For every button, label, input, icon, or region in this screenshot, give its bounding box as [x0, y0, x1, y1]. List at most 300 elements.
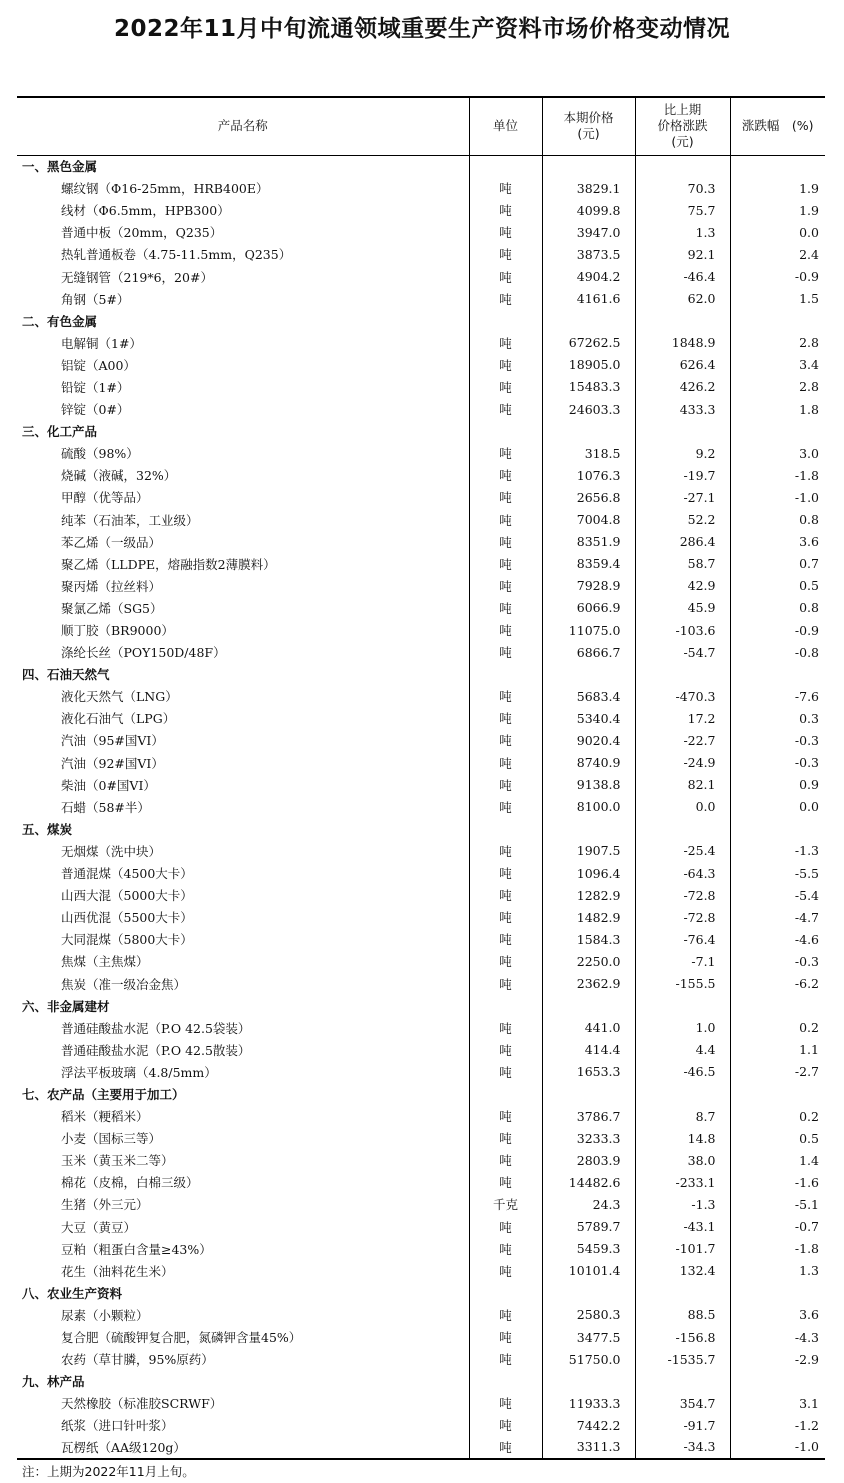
price-cell: 6866.7	[542, 641, 635, 663]
change-cell: -27.1	[635, 486, 730, 508]
product-name-cell: 普通硅酸盐水泥（P.O 42.5散装）	[61, 1042, 251, 1058]
price-cell: 8740.9	[542, 752, 635, 774]
change-cell: -25.4	[635, 840, 730, 862]
product-name-cell: 石蜡（58#半）	[61, 799, 150, 815]
change-cell: 88.5	[635, 1304, 730, 1326]
header-current-price-line: 本期价格	[563, 110, 614, 126]
unit-cell	[469, 155, 542, 177]
table-row	[17, 796, 825, 818]
price-cell: 24603.3	[542, 398, 635, 420]
unit-cell: 吨	[469, 177, 542, 199]
unit-cell: 吨	[469, 553, 542, 575]
product-name-cell: 热轧普通板卷（4.75-11.5mm，Q235）	[61, 247, 292, 263]
percent-cell: 0.9	[730, 774, 825, 796]
percent-cell: -1.0	[730, 1436, 825, 1458]
change-cell: -103.6	[635, 619, 730, 641]
table-row	[17, 1436, 825, 1458]
price-cell: 3477.5	[542, 1326, 635, 1348]
unit-cell: 吨	[469, 1392, 542, 1414]
table-row	[17, 575, 825, 597]
header-price-change-line: 价格涨跌	[657, 118, 708, 134]
table-row	[17, 884, 825, 906]
price-cell	[542, 818, 635, 840]
unit-cell: 吨	[469, 619, 542, 641]
change-cell	[635, 1370, 730, 1392]
table-row	[17, 752, 825, 774]
table-row	[17, 597, 825, 619]
price-cell	[542, 420, 635, 442]
table-row	[17, 1238, 825, 1260]
category-name-cell: 六、非金属建材	[22, 998, 110, 1014]
table-row	[17, 1149, 825, 1171]
price-cell: 1282.9	[542, 884, 635, 906]
product-name-cell: 聚丙烯（拉丝料）	[61, 578, 162, 594]
unit-cell: 吨	[469, 288, 542, 310]
percent-cell: 3.6	[730, 531, 825, 553]
table-row	[17, 464, 825, 486]
table-row	[17, 221, 825, 243]
unit-cell: 吨	[469, 950, 542, 972]
price-cell: 1482.9	[542, 906, 635, 928]
unit-cell: 吨	[469, 332, 542, 354]
unit-cell	[469, 818, 542, 840]
table-row	[17, 729, 825, 751]
percent-cell: 1.9	[730, 177, 825, 199]
price-cell: 5459.3	[542, 1238, 635, 1260]
percent-cell: -0.8	[730, 641, 825, 663]
unit-cell: 吨	[469, 575, 542, 597]
product-name-cell: 普通硅酸盐水泥（P.O 42.5袋装）	[61, 1020, 251, 1036]
percent-cell: 0.2	[730, 1017, 825, 1039]
unit-cell: 吨	[469, 1260, 542, 1282]
change-cell: 82.1	[635, 774, 730, 796]
change-cell: -101.7	[635, 1238, 730, 1260]
category-row	[17, 155, 825, 177]
table-body	[17, 155, 825, 1459]
header-price-change-line: (元)	[671, 134, 694, 150]
table-row	[17, 641, 825, 663]
unit-cell: 吨	[469, 906, 542, 928]
change-cell: -43.1	[635, 1216, 730, 1238]
unit-cell: 吨	[469, 1039, 542, 1061]
unit-cell: 吨	[469, 1105, 542, 1127]
change-cell: -34.3	[635, 1436, 730, 1458]
product-name-cell: 生猪（外三元）	[61, 1197, 149, 1213]
percent-cell: 3.6	[730, 1304, 825, 1326]
product-name-cell: 锌锭（0#）	[61, 402, 130, 418]
product-name-cell: 山西优混（5500大卡）	[61, 910, 193, 926]
unit-cell: 吨	[469, 354, 542, 376]
unit-cell: 吨	[469, 199, 542, 221]
product-name-cell: 烧碱（液碱，32%）	[61, 468, 177, 484]
table-row	[17, 531, 825, 553]
unit-cell: 吨	[469, 597, 542, 619]
price-cell: 7928.9	[542, 575, 635, 597]
percent-cell: -0.3	[730, 752, 825, 774]
percent-cell	[730, 155, 825, 177]
header-product-name: 产品名称	[17, 97, 469, 155]
percent-cell: -4.7	[730, 906, 825, 928]
unit-cell: 吨	[469, 707, 542, 729]
table-row	[17, 243, 825, 265]
change-cell: -76.4	[635, 928, 730, 950]
unit-cell: 吨	[469, 1326, 542, 1348]
product-name-cell: 苯乙烯（一级品）	[61, 534, 162, 550]
unit-cell: 吨	[469, 972, 542, 994]
change-cell: -46.5	[635, 1061, 730, 1083]
unit-cell: 吨	[469, 774, 542, 796]
unit-cell: 吨	[469, 928, 542, 950]
product-name-cell: 棉花（皮棉，白棉三级）	[61, 1175, 199, 1191]
change-cell: 45.9	[635, 597, 730, 619]
table-row	[17, 1304, 825, 1326]
change-cell	[635, 663, 730, 685]
table-row	[17, 1039, 825, 1061]
table-row	[17, 354, 825, 376]
product-name-cell: 铝锭（A00）	[61, 357, 136, 373]
table-row	[17, 1171, 825, 1193]
product-name-cell: 大豆（黄豆）	[61, 1219, 137, 1235]
unit-cell: 吨	[469, 509, 542, 531]
product-name-cell: 聚乙烯（LLDPE，熔融指数2薄膜料）	[61, 556, 276, 572]
unit-cell: 吨	[469, 1149, 542, 1171]
header-price-change-line: 比上期	[663, 102, 702, 118]
percent-cell: -0.9	[730, 619, 825, 641]
table-row	[17, 1105, 825, 1127]
percent-cell: 3.1	[730, 1392, 825, 1414]
category-row	[17, 995, 825, 1017]
table-row	[17, 1326, 825, 1348]
product-name-cell: 甲醇（优等品）	[61, 490, 149, 506]
percent-cell: 0.0	[730, 796, 825, 818]
price-cell: 1907.5	[542, 840, 635, 862]
table-row	[17, 1017, 825, 1039]
percent-cell: -1.3	[730, 840, 825, 862]
unit-cell: 吨	[469, 641, 542, 663]
price-cell: 8351.9	[542, 531, 635, 553]
percent-cell: -0.3	[730, 729, 825, 751]
category-name-cell: 七、农产品（主要用于加工）	[22, 1086, 185, 1102]
category-name-cell: 四、石油天然气	[22, 667, 110, 683]
price-cell: 2362.9	[542, 972, 635, 994]
change-cell: 17.2	[635, 707, 730, 729]
change-cell: 70.3	[635, 177, 730, 199]
change-cell	[635, 155, 730, 177]
table-row	[17, 1216, 825, 1238]
change-cell: 286.4	[635, 531, 730, 553]
percent-cell: 1.4	[730, 1149, 825, 1171]
product-name-cell: 山西大混（5000大卡）	[61, 888, 193, 904]
price-cell: 7004.8	[542, 509, 635, 531]
unit-cell: 吨	[469, 752, 542, 774]
change-cell: -22.7	[635, 729, 730, 751]
price-cell	[542, 1282, 635, 1304]
percent-cell	[730, 420, 825, 442]
change-cell	[635, 1282, 730, 1304]
unit-cell: 吨	[469, 376, 542, 398]
change-cell: 426.2	[635, 376, 730, 398]
table-row	[17, 1260, 825, 1282]
percent-cell: -7.6	[730, 685, 825, 707]
price-cell: 5683.4	[542, 685, 635, 707]
percent-cell: 0.5	[730, 575, 825, 597]
change-cell: -46.4	[635, 265, 730, 287]
price-cell: 4161.6	[542, 288, 635, 310]
percent-cell	[730, 1282, 825, 1304]
table-row	[17, 398, 825, 420]
product-name-cell: 液化石油气（LPG）	[61, 711, 176, 727]
table-row	[17, 177, 825, 199]
product-name-cell: 普通中板（20mm，Q235）	[61, 225, 223, 241]
price-cell: 2803.9	[542, 1149, 635, 1171]
percent-cell: -1.6	[730, 1171, 825, 1193]
percent-cell: -1.0	[730, 486, 825, 508]
price-cell: 9138.8	[542, 774, 635, 796]
percent-cell	[730, 818, 825, 840]
table-row	[17, 774, 825, 796]
percent-cell: -4.6	[730, 928, 825, 950]
table-row	[17, 1348, 825, 1370]
change-cell	[635, 420, 730, 442]
change-cell: 52.2	[635, 509, 730, 531]
price-cell: 14482.6	[542, 1171, 635, 1193]
percent-cell: 0.8	[730, 597, 825, 619]
unit-cell: 吨	[469, 243, 542, 265]
unit-cell: 吨	[469, 1304, 542, 1326]
unit-cell	[469, 1370, 542, 1392]
unit-cell: 吨	[469, 398, 542, 420]
price-cell: 7442.2	[542, 1414, 635, 1436]
product-name-cell: 纯苯（石油苯，工业级）	[61, 512, 199, 528]
category-row	[17, 663, 825, 685]
change-cell: 1.0	[635, 1017, 730, 1039]
category-name-cell: 五、煤炭	[22, 821, 73, 837]
table-row	[17, 685, 825, 707]
product-name-cell: 顺丁胶（BR9000）	[61, 623, 174, 639]
change-cell	[635, 995, 730, 1017]
change-cell: 433.3	[635, 398, 730, 420]
table-row	[17, 509, 825, 531]
table-row	[17, 288, 825, 310]
price-cell: 2250.0	[542, 950, 635, 972]
product-name-cell: 电解铜（1#）	[61, 335, 142, 351]
table-row	[17, 1414, 825, 1436]
category-row	[17, 1083, 825, 1105]
percent-cell: -2.7	[730, 1061, 825, 1083]
price-cell	[542, 155, 635, 177]
unit-cell: 吨	[469, 884, 542, 906]
table-row	[17, 442, 825, 464]
percent-cell: 0.7	[730, 553, 825, 575]
product-name-cell: 稻米（粳稻米）	[61, 1109, 149, 1125]
product-name-cell: 汽油（92#国VI）	[61, 755, 164, 771]
product-name-cell: 焦炭（准一级冶金焦）	[61, 976, 187, 992]
price-cell: 8100.0	[542, 796, 635, 818]
product-name-cell: 硫酸（98%）	[61, 446, 139, 462]
percent-cell: -1.8	[730, 464, 825, 486]
unit-cell: 吨	[469, 1216, 542, 1238]
header-price-change	[635, 97, 730, 155]
change-cell: 14.8	[635, 1127, 730, 1149]
change-cell: -54.7	[635, 641, 730, 663]
percent-cell: 2.4	[730, 243, 825, 265]
price-cell: 51750.0	[542, 1348, 635, 1370]
table-row	[17, 376, 825, 398]
footnote: 注：上期为2022年11月上旬。	[22, 1464, 195, 1479]
table-row	[17, 486, 825, 508]
change-cell: 0.0	[635, 796, 730, 818]
price-cell: 3873.5	[542, 243, 635, 265]
price-cell: 24.3	[542, 1193, 635, 1215]
change-cell	[635, 310, 730, 332]
change-cell: 1.3	[635, 221, 730, 243]
table-row	[17, 199, 825, 221]
percent-cell	[730, 1370, 825, 1392]
change-cell: 626.4	[635, 354, 730, 376]
percent-cell: 2.8	[730, 376, 825, 398]
price-cell: 15483.3	[542, 376, 635, 398]
change-cell: 8.7	[635, 1105, 730, 1127]
change-cell: 58.7	[635, 553, 730, 575]
category-name-cell: 一、黑色金属	[22, 159, 98, 175]
price-cell: 18905.0	[542, 354, 635, 376]
price-cell: 3947.0	[542, 221, 635, 243]
price-cell: 2580.3	[542, 1304, 635, 1326]
price-cell: 1076.3	[542, 464, 635, 486]
table-row	[17, 1127, 825, 1149]
page-title: 2022年11月中旬流通领域重要生产资料市场价格变动情况	[113, 16, 731, 42]
product-name-cell: 铅锭（1#）	[61, 379, 130, 395]
price-cell: 3829.1	[542, 177, 635, 199]
change-cell: 132.4	[635, 1260, 730, 1282]
change-cell: -19.7	[635, 464, 730, 486]
change-cell: -91.7	[635, 1414, 730, 1436]
change-cell: 62.0	[635, 288, 730, 310]
percent-cell	[730, 663, 825, 685]
category-name-cell: 九、林产品	[22, 1374, 85, 1390]
change-cell: -155.5	[635, 972, 730, 994]
percent-cell: -5.4	[730, 884, 825, 906]
unit-cell	[469, 1282, 542, 1304]
category-name-cell: 三、化工产品	[22, 424, 98, 440]
price-cell: 67262.5	[542, 332, 635, 354]
change-cell: 92.1	[635, 243, 730, 265]
price-cell: 4099.8	[542, 199, 635, 221]
percent-cell	[730, 995, 825, 1017]
product-name-cell: 柴油（0#国VI）	[61, 777, 156, 793]
product-name-cell: 小麦（国标三等）	[61, 1131, 162, 1147]
change-cell: -156.8	[635, 1326, 730, 1348]
product-name-cell: 无烟煤（洗中块）	[61, 843, 162, 859]
unit-cell	[469, 310, 542, 332]
table-row	[17, 619, 825, 641]
product-name-cell: 线材（Φ6.5mm，HPB300）	[61, 203, 230, 219]
price-cell: 5340.4	[542, 707, 635, 729]
product-name-cell: 农药（草甘膦，95%原药）	[61, 1352, 214, 1368]
product-name-cell: 纸浆（进口针叶浆）	[61, 1418, 174, 1434]
product-name-cell: 螺纹钢（Φ16-25mm，HRB400E）	[61, 181, 269, 197]
product-name-cell: 无缝钢管（219*6，20#）	[61, 269, 213, 285]
product-name-cell: 汽油（95#国VI）	[61, 733, 164, 749]
table-row	[17, 862, 825, 884]
change-cell: 354.7	[635, 1392, 730, 1414]
change-cell: 38.0	[635, 1149, 730, 1171]
percent-cell: -0.7	[730, 1216, 825, 1238]
percent-cell: 0.8	[730, 509, 825, 531]
unit-cell: 吨	[469, 840, 542, 862]
percent-cell: 3.4	[730, 354, 825, 376]
table-row	[17, 332, 825, 354]
price-cell: 11933.3	[542, 1392, 635, 1414]
change-cell: 4.4	[635, 1039, 730, 1061]
table-row	[17, 1193, 825, 1215]
unit-cell: 吨	[469, 1061, 542, 1083]
unit-cell: 吨	[469, 464, 542, 486]
price-cell	[542, 1370, 635, 1392]
change-cell: -64.3	[635, 862, 730, 884]
price-cell: 2656.8	[542, 486, 635, 508]
percent-cell: 1.1	[730, 1039, 825, 1061]
unit-cell: 吨	[469, 1436, 542, 1458]
unit-cell: 吨	[469, 531, 542, 553]
price-cell: 3311.3	[542, 1436, 635, 1458]
unit-cell: 吨	[469, 1017, 542, 1039]
change-cell: -7.1	[635, 950, 730, 972]
table-row	[17, 950, 825, 972]
category-row	[17, 1282, 825, 1304]
product-name-cell: 瓦楞纸（AA级120g）	[17, 1436, 469, 1458]
price-cell: 1096.4	[542, 862, 635, 884]
percent-cell: 0.0	[730, 221, 825, 243]
price-cell: 3786.7	[542, 1105, 635, 1127]
change-cell	[635, 818, 730, 840]
change-cell: 75.7	[635, 199, 730, 221]
percent-cell: 0.5	[730, 1127, 825, 1149]
unit-cell	[469, 995, 542, 1017]
table-row	[17, 840, 825, 862]
percent-cell	[730, 1083, 825, 1105]
product-name-cell: 豆粕（粗蛋白含量≥43%）	[61, 1241, 212, 1257]
change-cell: -24.9	[635, 752, 730, 774]
unit-cell: 吨	[469, 1171, 542, 1193]
product-name-cell: 大同混煤（5800大卡）	[61, 932, 193, 948]
change-cell: 9.2	[635, 442, 730, 464]
product-name-cell: 浮法平板玻璃（4.8/5mm）	[61, 1064, 217, 1080]
price-cell: 1653.3	[542, 1061, 635, 1083]
percent-cell: 2.8	[730, 332, 825, 354]
change-cell: -72.8	[635, 884, 730, 906]
price-cell: 4904.2	[542, 265, 635, 287]
price-cell: 318.5	[542, 442, 635, 464]
change-cell: 1848.9	[635, 332, 730, 354]
table-row	[17, 928, 825, 950]
product-name-cell: 玉米（黄玉米二等）	[61, 1153, 174, 1169]
change-cell: -1535.7	[635, 1348, 730, 1370]
category-name-cell: 二、有色金属	[22, 313, 98, 329]
category-row	[17, 420, 825, 442]
product-name-cell: 液化天然气（LNG）	[61, 689, 178, 705]
price-cell: 441.0	[542, 1017, 635, 1039]
product-name-cell: 角钢（5#）	[61, 291, 130, 307]
product-name-cell: 聚氯乙烯（SG5）	[61, 600, 163, 616]
percent-cell: -5.5	[730, 862, 825, 884]
unit-cell: 吨	[469, 1127, 542, 1149]
unit-cell	[469, 420, 542, 442]
percent-cell: 1.3	[730, 1260, 825, 1282]
category-row	[17, 1370, 825, 1392]
product-name-cell: 普通混煤（4500大卡）	[61, 866, 193, 882]
unit-cell: 吨	[469, 1238, 542, 1260]
